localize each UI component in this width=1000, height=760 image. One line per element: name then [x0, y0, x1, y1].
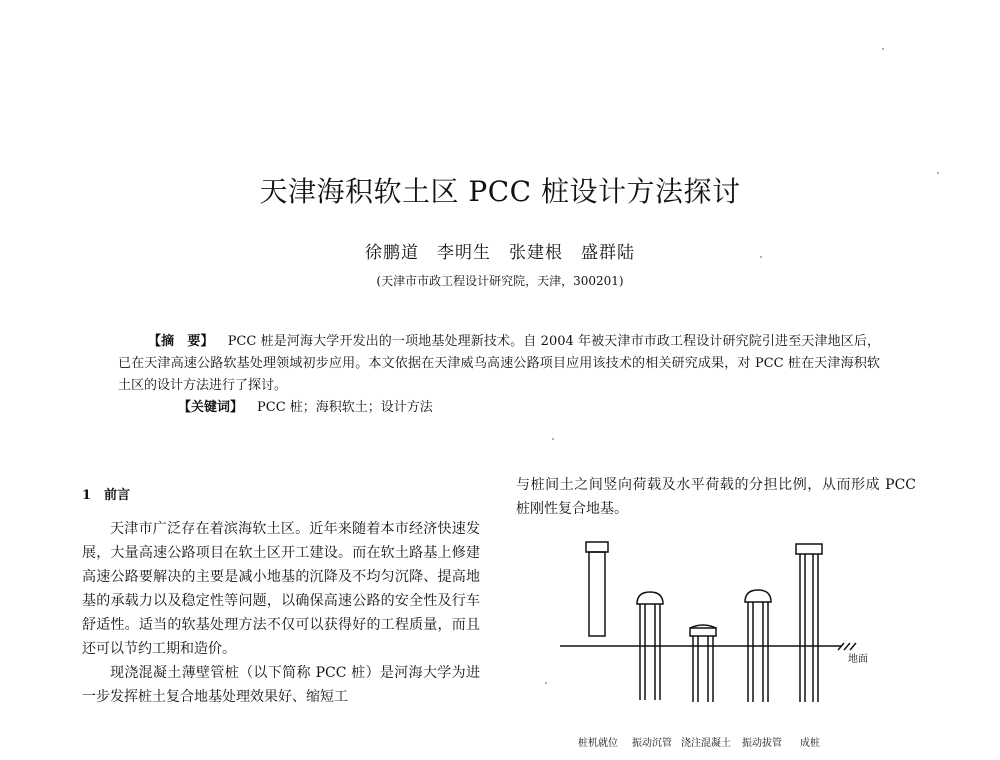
paper-title: 天津海积软土区 PCC 桩设计方法探讨	[259, 175, 741, 208]
keywords-label: 【关键词】	[178, 400, 244, 415]
abstract-paragraph	[118, 331, 880, 397]
left-column	[82, 517, 480, 709]
right-column	[516, 473, 916, 521]
scan-speck	[760, 256, 762, 258]
body-paragraph: 天津市广泛存在着滨海软土区。近年来随着本市经济快速发展，大量高速公路项目在软土区开工建设。而在软土路基上修建高速公路要解决的主要是减小地基的沉降及不均匀沉降、提高地基的承载力以及稳定性等问题，以确保高速公路的安全性及行车舒适性。适当的软基处理方法不仅可以获得好的工程质量，而且还可以节约工期和造价。	[82, 521, 480, 657]
pcc-construction-figure	[560, 540, 880, 755]
scan-speck	[552, 438, 554, 440]
body-paragraph: 与桩间土之间竖向荷载及水平荷载的分担比例，从而形成 PCC 桩刚性复合地基。	[516, 477, 916, 517]
step-label-4: 振动拔管	[742, 738, 782, 749]
abstract-label: 【摘 要】	[148, 334, 214, 349]
step-label-3: 浇注混凝土	[681, 738, 731, 749]
ground-label: 地面	[848, 654, 868, 665]
abstract-text: PCC 桩是河海大学开发出的一项地基处理新技术。自 2004 年被天津市市政工程设计研究院引进至天津地区后，已在天津高速公路软基处理领域初步应用。本文依据在天津威乌高速公路项目应用该技术的相关研究成果，对 PCC 桩在天津海积软土区的设计方法进行了探讨。	[118, 334, 880, 393]
scan-speck	[882, 48, 884, 50]
pile-step-1	[586, 542, 608, 636]
scan-speck	[545, 682, 547, 684]
step-label-5: 成桩	[800, 738, 820, 749]
abstract-block	[118, 331, 880, 419]
keywords-text: PCC 桩；海积软土；设计方法	[257, 400, 433, 415]
pile-step-5	[796, 544, 822, 702]
step-label-2: 振动沉管	[632, 738, 672, 749]
ground-hatch	[844, 643, 850, 650]
section-1-heading: 1 前言	[82, 488, 131, 503]
pile-step-3	[690, 625, 716, 702]
keywords-line	[118, 397, 880, 419]
ground-hatch	[850, 643, 856, 650]
affiliation: (天津市市政工程设计研究院，天津，300201)	[376, 274, 624, 288]
authors: 徐鹏道 李明生 张建根 盛群陆	[365, 243, 635, 263]
body-paragraph: 现浇混凝土薄壁管桩（以下简称 PCC 桩）是河海大学为进一步发挥桩土复合地基处理效果好、缩短工	[82, 665, 480, 705]
step-label-1: 桩机就位	[578, 738, 618, 749]
scan-speck	[937, 172, 939, 174]
